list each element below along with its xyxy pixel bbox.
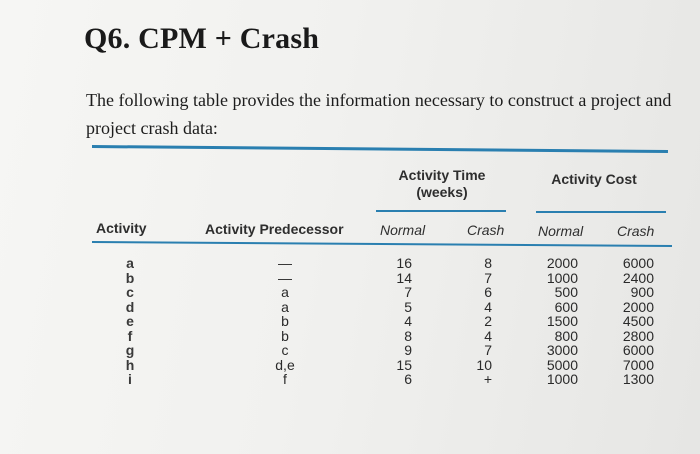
predecessor-cell: c [281,342,289,358]
activity-cell: f [127,327,133,344]
cost-crash-cell: 4500 [622,313,654,329]
time-normal-cell: 5 [404,298,412,315]
predecessor-cell: a [281,298,289,315]
predecessor-cell: — [278,269,292,286]
activity-cell: e [126,313,134,329]
time-crash-cell: 2 [484,313,492,329]
time-crash-column-header: Crash [467,222,505,238]
predecessor-cell: a [281,284,289,300]
time-crash-cell: + [483,371,492,387]
time-group-rule [376,210,506,212]
predecessor-cell: b [281,313,289,329]
time-normal-column-header: Normal [380,222,426,238]
activity-column [120,256,140,387]
table-top-rule [92,145,668,153]
page-title: Q6. CPM + Crash [84,22,320,55]
cost-normal-cell: 3000 [546,342,578,358]
activity-column-header: Activity [96,220,147,236]
time-crash-cell: 7 [484,269,492,286]
activity-cell: a [126,255,134,271]
activity-cell: d [125,298,135,315]
cost-normal-cell: 1500 [546,313,578,329]
cost-crash-cell: 6000 [622,342,654,358]
cost-crash-cell: 6000 [622,255,654,271]
time-crash-cell: 4 [484,298,492,315]
cost-normal-cell: 5000 [546,356,578,373]
time-normal-cell: 7 [404,284,412,300]
cost-crash-cell: 1300 [622,371,654,387]
time-crash-cell: 4 [484,327,492,344]
cost-normal-column [540,256,578,387]
time-normal-cell: 8 [404,327,412,344]
activity-cell: c [126,284,134,300]
time-normal-cell: 9 [404,342,412,358]
time-crash-cell: 8 [484,255,492,271]
time-normal-cell: 16 [396,255,412,271]
cost-normal-cell: 1000 [546,371,578,387]
time-normal-cell: 4 [404,313,412,329]
cost-crash-column [614,256,654,387]
cost-crash-column-header: Crash [617,223,655,239]
cost-crash-cell: 2400 [622,269,654,286]
time-normal-cell: 14 [396,269,412,286]
cost-normal-cell: 2000 [546,255,578,271]
cost-crash-cell: 7000 [622,356,654,373]
time-normal-cell: 6 [404,371,412,387]
cost-crash-cell: 2800 [622,327,654,344]
cost-crash-cell: 900 [630,284,654,300]
cost-normal-column-header: Normal [538,223,584,239]
time-normal-cell: 15 [396,356,412,373]
header-rule [92,241,672,247]
activity-cell: b [125,269,135,286]
time-crash-column [470,256,492,387]
activity-cell: h [125,356,135,373]
time-crash-cell: 6 [484,284,492,300]
predecessor-column-header: Activity Predecessor [205,221,344,237]
time-crash-cell: 7 [484,342,492,358]
cost-normal-cell: 800 [554,327,578,344]
predecessor-cell: f [283,371,287,387]
predecessor-cell: b [281,327,289,344]
intro-text: The following table provides the information necessary to construct a project and project crash data: [86,90,672,138]
cost-normal-cell: 600 [554,298,578,315]
predecessor-column [265,256,305,387]
activity-cost-header: Activity Cost [551,171,637,187]
cost-group-rule [536,211,666,213]
activity-time-header: Activity Time (weeks) [398,167,486,200]
predecessor-cell: d,e [275,356,295,373]
activity-cell: i [128,371,132,387]
time-normal-column [388,256,412,387]
activity-cell: g [125,342,135,358]
predecessor-cell: — [278,255,292,271]
time-crash-cell: 10 [476,356,492,373]
cost-normal-cell: 1000 [546,269,578,286]
cost-crash-cell: 2000 [622,298,654,315]
cost-normal-cell: 500 [554,284,578,300]
